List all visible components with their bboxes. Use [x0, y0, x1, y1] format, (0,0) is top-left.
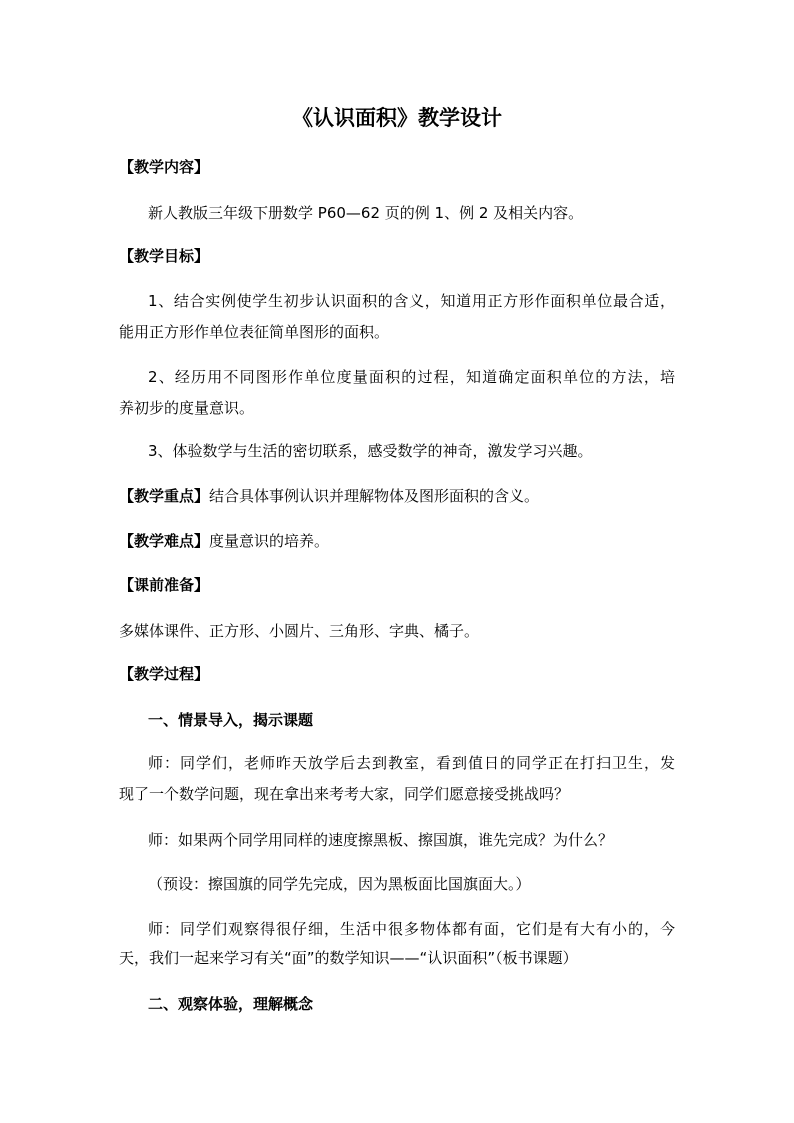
prep-text: 多媒体课件、正方形、小圆片、三角形、字典、橘子。: [119, 622, 480, 640]
difficult-point: [119, 531, 675, 551]
goal3: 3、体验数学与生活的密切联系，感受数学的神奇，激发学习兴趣。: [148, 442, 593, 460]
process-heading: 【教学过程】: [119, 665, 210, 683]
p4-line2: 天，我们一起来学习有关“面”的数学知识——“认识面积”（板书课题）: [119, 949, 578, 967]
section2-heading: 二、观察体验，理解概念: [148, 995, 314, 1013]
key-text: 结合具体事例认识并理解物体及图形面积的含义。: [209, 487, 540, 505]
difficult-text: 度量意识的培养。: [209, 532, 330, 550]
prep-heading: 【课前准备】: [119, 576, 210, 594]
p3: （预设：擦国旗的同学先完成，因为黑板面比国旗面大。）: [148, 875, 531, 893]
p4-line1: 师：同学们观察得很仔细，生活中很多物体都有面，它们是有大有小的，今: [148, 920, 675, 938]
goal2-line1: 2、经历用不同图形作单位度量面积的过程，知道确定面积单位的方法，培: [148, 368, 675, 386]
section1-heading: 一、情景导入，揭示课题: [148, 711, 314, 729]
p1-line2: 现了一个数学问题，现在拿出来考考大家，同学们愿意接受挑战吗？: [119, 785, 570, 803]
difficult-heading: 【教学难点】: [119, 532, 210, 550]
goals-heading: 【教学目标】: [119, 247, 210, 265]
goal1-line2: 能用正方形作单位表征简单图形的面积。: [119, 323, 390, 341]
goal2-line2: 养初步的度量意识。: [119, 399, 255, 417]
key-point: [119, 486, 675, 506]
p2: 师：如果两个同学用同样的速度擦黑板、擦国旗，谁先完成？为什么？: [148, 831, 614, 849]
content-heading: 【教学内容】: [119, 158, 210, 176]
p1-line1: 师：同学们，老师昨天放学后去到教室，看到值日的同学正在打扫卫生，发: [148, 754, 675, 772]
key-heading: 【教学重点】: [119, 487, 210, 505]
goal1-line1: 1、结合实例使学生初步认识面积的含义，知道用正方形作面积单位最合适，: [148, 292, 675, 310]
document-title: 《认识面积》教学设计: [292, 106, 502, 130]
content-text: 新人教版三年级下册数学 P60—62 页的例 1、例 2 及相关内容。: [148, 204, 584, 222]
